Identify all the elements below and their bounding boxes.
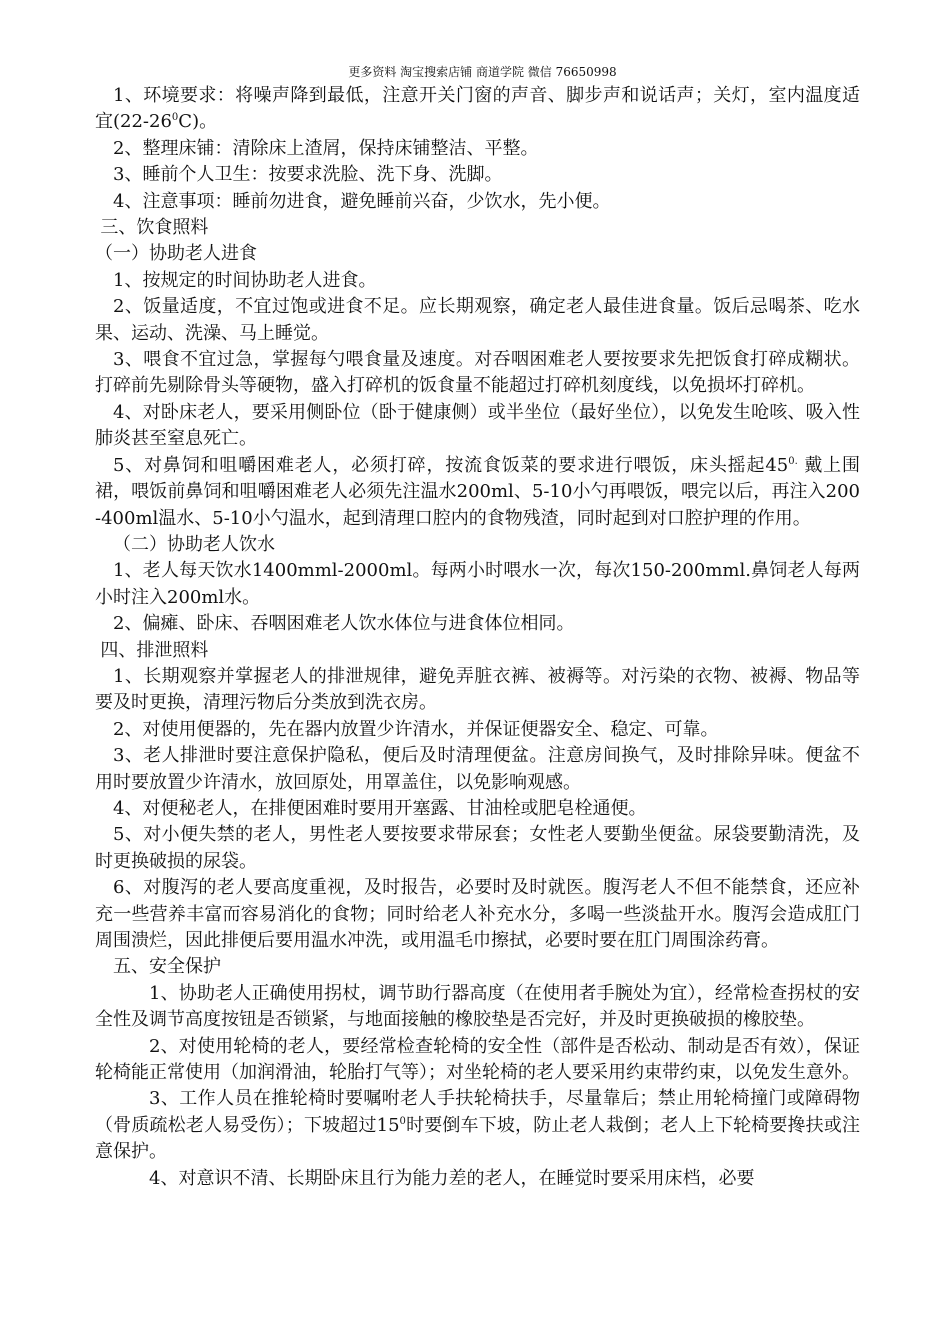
feeding-item-2: 2、饭量适度，不宜过饱或进食不足。应长期观察，确定老人最佳进食量。饭后忌喝茶、吃水果、运动、洗澡、马上睡觉。: [95, 296, 860, 344]
drinking-item-2: 2、偏瘫、卧床、吞咽困难老人饮水体位与进食体位相同。: [113, 613, 575, 635]
feeding-item-4: 4、对卧床老人，要采用侧卧位（卧于健康侧）或半坐位（最好坐位），以免发生呛咳、吸入性肺炎甚至窒息死亡。: [95, 401, 860, 450]
excretion-item-2: 2、对使用便器的，先在器内放置少许清水，并保证便器安全、稳定、可靠。: [113, 718, 719, 740]
sleep-item-4: 4、注意事项：睡前勿进食，避免睡前兴奋，少饮水，先小便。: [113, 190, 611, 212]
section-title-excretion: 四、排泄照料: [100, 639, 209, 661]
drinking-item-1: 1、老人每天饮水1400mml-2000ml。每两小时喂水一次，每次150-200mml.鼻饲老人每两小时注入200ml水。: [95, 560, 860, 608]
sleep-item-2: 2、整理床铺：清除床上渣屑，保持床铺整洁、平整。: [113, 137, 539, 159]
excretion-item-6: 6、对腹泻的老人要高度重视，及时报告，必要时及时就医。腹泻老人不但不能禁食，还应补充一些营养丰富而容易消化的食物；同时给老人补充水分，多喝一些淡盐开水。腹泻会造成肛门周围溃烂，因此排便后要用温水冲洗，或用温毛巾擦拭，必要时要在肛门周围涂药膏。: [95, 877, 860, 951]
sleep-item-1: 1、环境要求：将噪声降到最低，注意开关门窗的声音、脚步声和说话声；关灯，室内温度适宜$(22-26^0C)$。: [95, 85, 860, 133]
safety-item-4: 4、对意识不清、长期卧床且行为能力差的老人，在睡觉时要采用床档，必要: [149, 1167, 755, 1189]
excretion-item-5: 5、对小便失禁的老人，男性老人要按要求带尿套；女性老人要勤坐便盆。尿袋要勤清洗，及时更换破损的尿袋。: [95, 824, 860, 872]
section-title-safety: 五、安全保护: [113, 956, 221, 978]
excretion-item-4: 4、对便秘老人，在排便困难时要用开塞露、甘油栓或肥皂栓通便。: [113, 797, 647, 819]
feeding-item-3: 3、喂食不宜过急，掌握每勺喂食量及速度。对吞咽困难老人要按要求先把饭食打碎成糊状。打碎前先剔除骨头等硬物，盛入打碎机的饭食量不能超过打碎机刻度线，以免损坏打碎机。: [95, 349, 860, 397]
excretion-item-3: 3、老人排泄时要注意保护隐私，便后及时清理便盆。注意房间换气，及时排除异味。便盆不用时要放置少许清水，放回原处，用罩盖住，以免影响观感。: [95, 745, 860, 793]
subsection-title-feeding: （一）协助老人进食: [95, 243, 257, 265]
excretion-item-1: 1、长期观察并掌握老人的排泄规律，避免弄脏衣裤、被褥等。对污染的衣物、被褥、物品等要及时更换，清理污物后分类放到洗衣房。: [95, 665, 860, 714]
sleep-item-3: 3、睡前个人卫生：按要求洗脸、洗下身、洗脚。: [113, 164, 503, 186]
safety-item-3: 3、工作人员在推轮椅时要嘱咐老人手扶轮椅扶手，尽量靠后；禁止用轮椅撞门或障碍物（骨质疏松老人易受伤）；下坡超过$15^0$时要倒车下坡，防止老人栽倒；老人上下轮椅要搀扶或注意保护。: [95, 1088, 861, 1163]
safety-item-1: 1、协助老人正确使用拐杖，调节助行器高度（在使用者手腕处为宜），经常检查拐杖的安全性及调节高度按钮是否锁紧，与地面接触的橡胶垫是否完好，并及时更换破损的橡胶垫。: [95, 982, 860, 1031]
section-title-diet: 三、饮食照料: [100, 217, 209, 239]
safety-item-2: 2、对使用轮椅的老人，要经常检查轮椅的安全性（部件是否松动、制动是否有效），保证轮椅能正常使用（加润滑油，轮胎打气等）；对坐轮椅的老人要采用约束带约束，以免发生意外。: [95, 1035, 860, 1084]
feeding-item-5: 5、对鼻饲和咀嚼困难老人，必须打碎，按流食饭菜的要求进行喂饭，床头摇起$45^{0.}$ 戴上围裙，喂饭前鼻饲和咀嚼困难老人必须先注温水200ml、5-10小勺再喂饭，喂完以后，再注入200-400ml温水、5-10小勺温水，起到清理口腔内的食物残渣，同时起到对口腔护理的作用。: [95, 454, 860, 529]
feeding-item-1: 1、按规定的时间协助老人进食。: [113, 269, 377, 291]
subsection-title-drinking: （二）协助老人饮水: [113, 533, 275, 555]
page-header: 更多资料 淘宝搜索店铺 商道学院 微信 76650998: [348, 65, 617, 79]
document-page: [95, 62, 860, 1192]
